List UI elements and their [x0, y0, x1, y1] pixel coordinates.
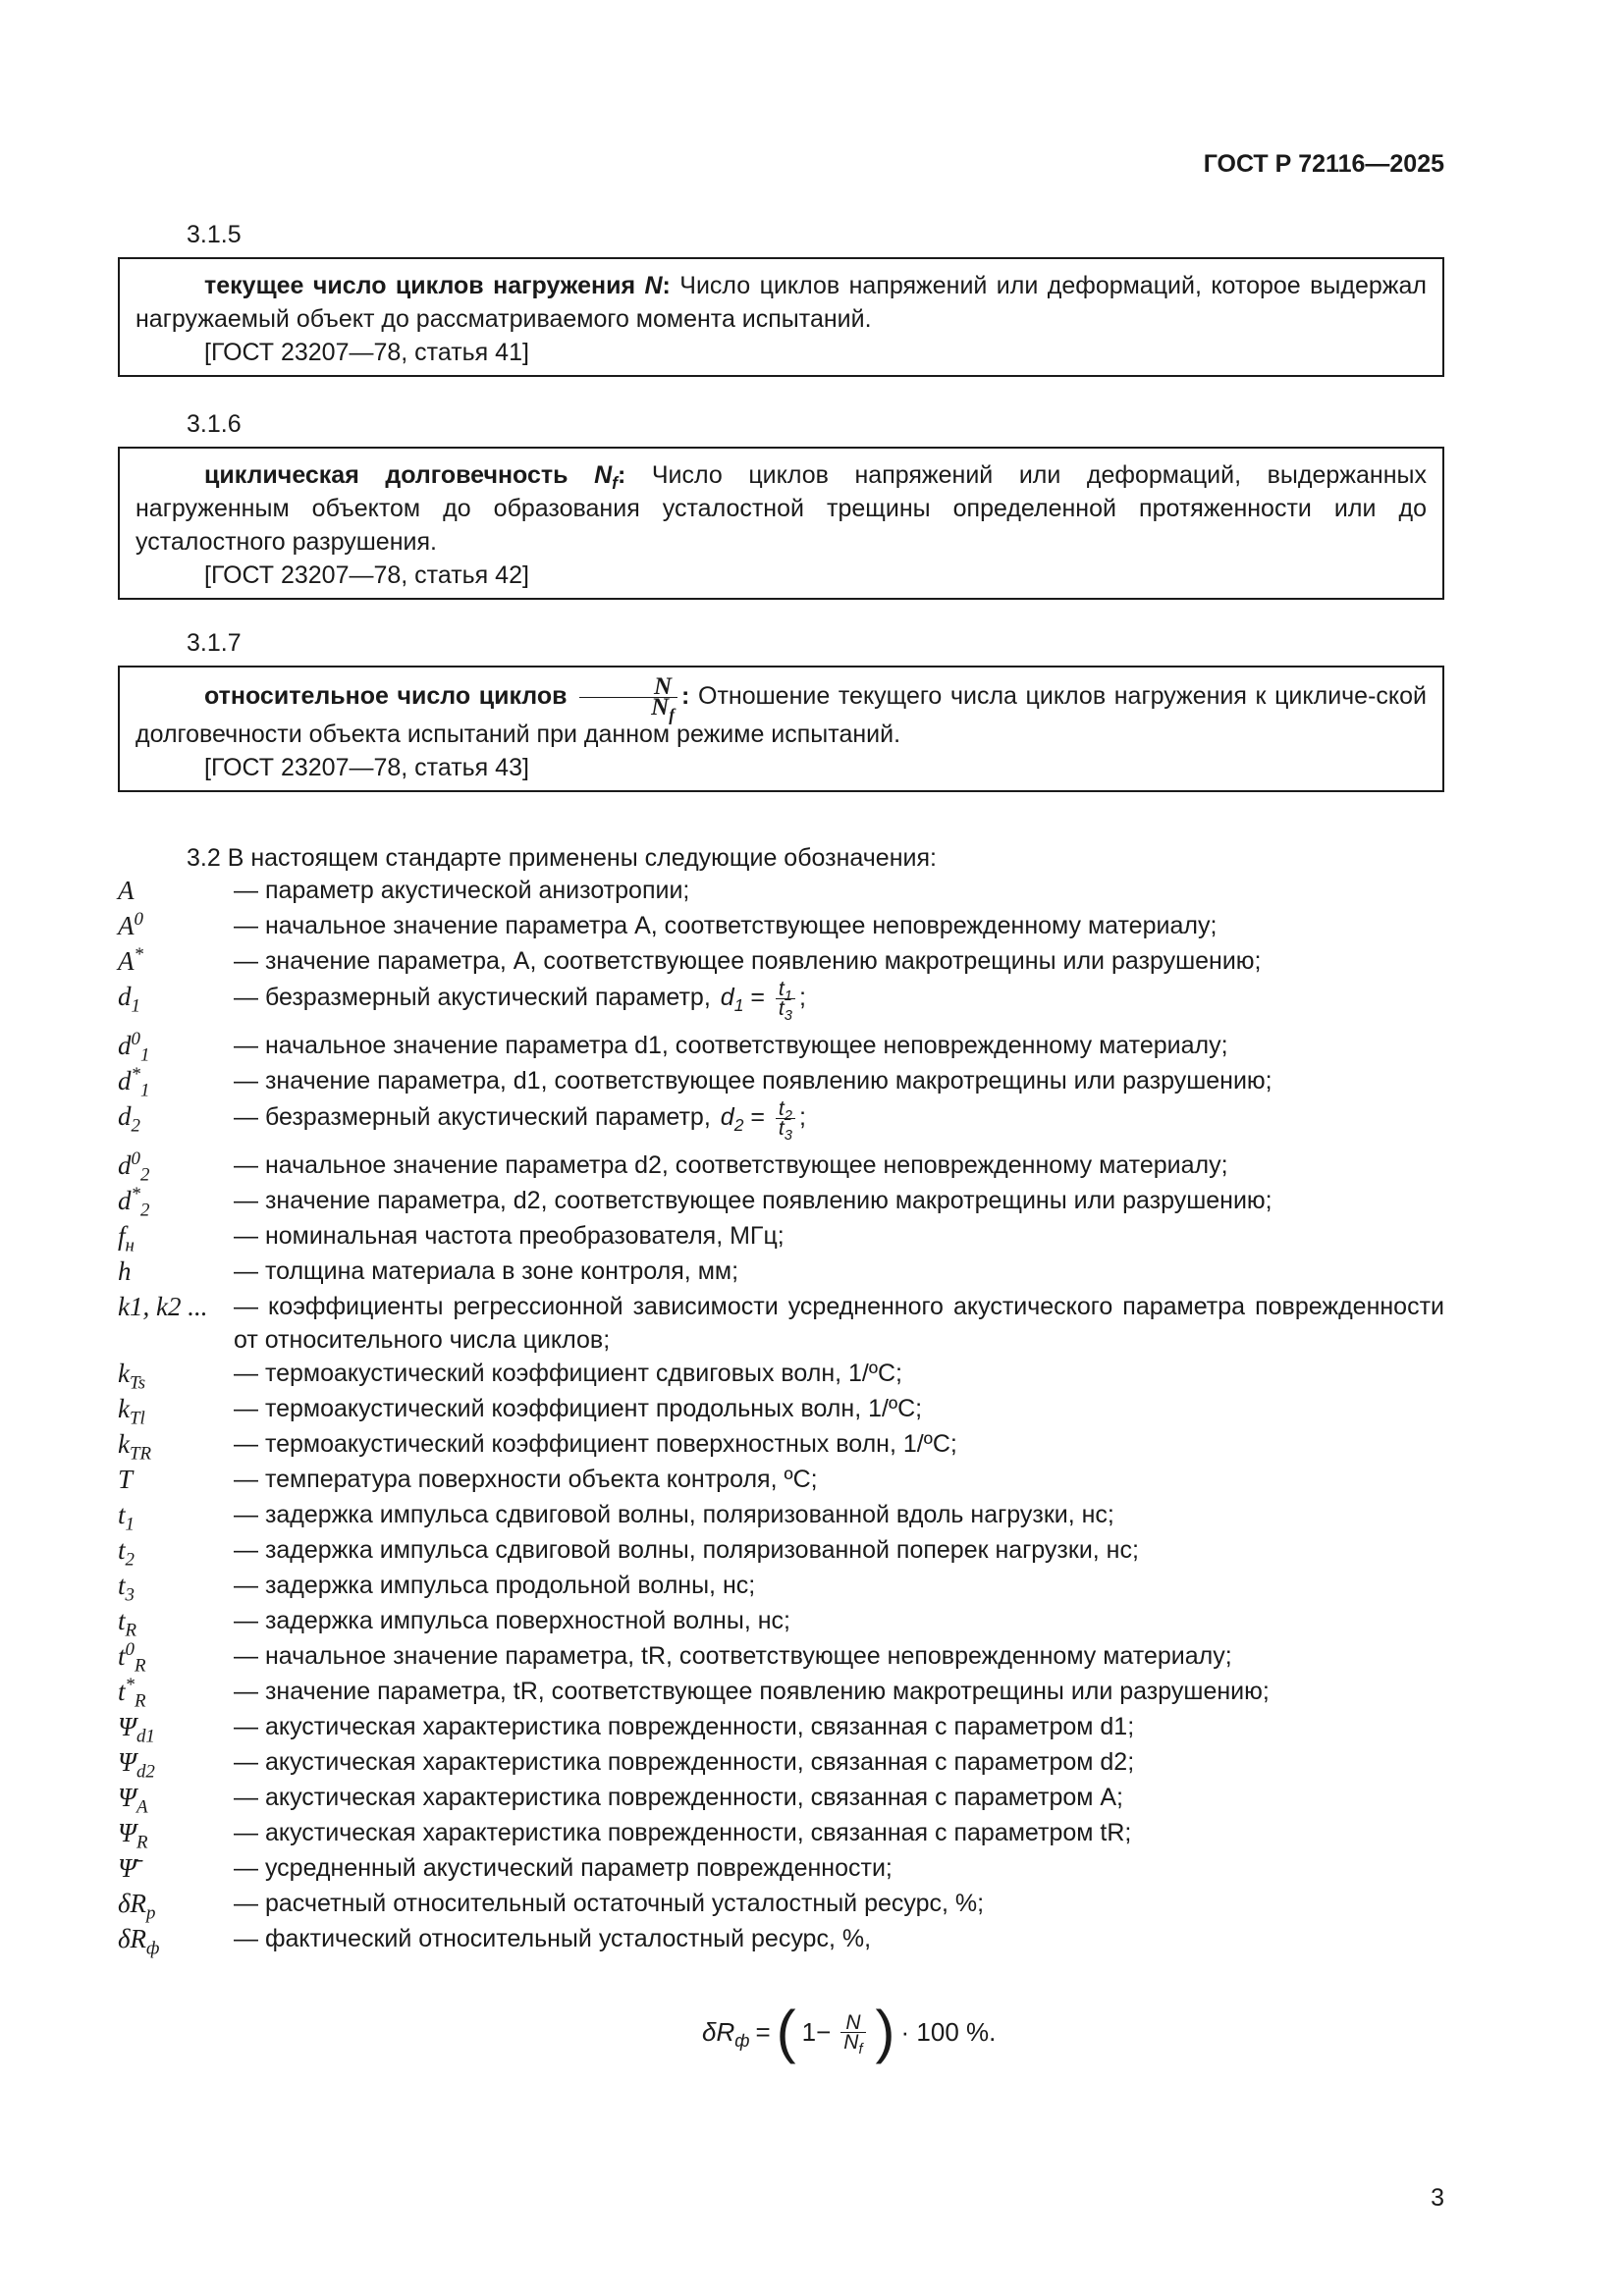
- symbol-row: [118, 1745, 1444, 1781]
- term-symbol-fraction: $\frac{N}{N_f}$: [579, 677, 677, 718]
- term-box-3-1-7: [118, 666, 1444, 792]
- symbol-definition: — начальное значение параметра A, соответствующее неповрежденному материалу;: [234, 912, 1218, 939]
- symbol-definition: — акустическая характеристика поврежденности, связанная с параметром d2;: [234, 1748, 1135, 1776]
- term-name: текущее число циклов нагружения: [204, 272, 636, 299]
- symbol-definition: — номинальная частота преобразователя, МГц;: [234, 1222, 785, 1250]
- symbol: $k_{Ts}$: [118, 1359, 146, 1394]
- symbol: $d^*_2$: [118, 1184, 150, 1221]
- symbol-row: [118, 1029, 1444, 1064]
- term-name: относительное число циклов: [204, 682, 568, 711]
- symbol-definition: — значение параметра, tR, соответствующее появлению макротрещины или разрушению;: [234, 1678, 1270, 1705]
- clause-number: 3.1.5: [187, 221, 242, 248]
- formula-lhs: $\delta R_ф$: [702, 2017, 750, 2052]
- symbol-row: [118, 944, 1444, 980]
- term-box-3-1-6: [118, 447, 1444, 600]
- term-symbol: N: [644, 272, 663, 299]
- symbol: $d^*_1$: [118, 1064, 150, 1101]
- symbol-row: [118, 1427, 1444, 1463]
- symbol-row: [118, 1922, 1444, 1957]
- symbol-row: [118, 1064, 1444, 1099]
- symbol-row: [118, 909, 1444, 944]
- symbol: T: [118, 1465, 134, 1494]
- symbol-definition: — начальное значение параметра, tR, соответствующее неповрежденному материалу;: [234, 1642, 1232, 1670]
- formula-fraction: $\frac{N}{N_f}$: [840, 2013, 865, 2052]
- symbol-row: [118, 1255, 1444, 1290]
- clause-number: 3.1.7: [187, 629, 242, 657]
- symbol-definition: — значение параметра, d2, соответствующее появлению макротрещины или разрушению;: [234, 1187, 1272, 1214]
- symbol-row: [118, 1219, 1444, 1255]
- term-definition: Число циклов напряжений или деформаций, выдержанных нагруженным объектом до образования усталостной трещины определенной протяженности или до усталостного разрушения.: [135, 461, 1427, 556]
- formula-one: 1−: [801, 2017, 832, 2047]
- clause-number: 3.1.6: [187, 410, 242, 438]
- symbol: $\Psi_A$: [118, 1783, 148, 1818]
- symbol: $t_3$: [118, 1571, 135, 1606]
- symbol-row: [118, 1781, 1444, 1816]
- symbol: $k_{TR}$: [118, 1429, 152, 1465]
- symbol: A: [118, 876, 135, 905]
- symbol-row: [118, 1498, 1444, 1533]
- symbol: $\delta R_р$: [118, 1889, 156, 1924]
- symbol: $A^0$: [118, 909, 143, 940]
- symbol-definition: — задержка импульса продольной волны, нс;: [234, 1572, 756, 1599]
- symbol-row: [118, 874, 1444, 909]
- symbol: $d^0_1$: [118, 1029, 150, 1066]
- symbols-list: [118, 874, 1444, 1957]
- symbol: $\delta R_ф$: [118, 1924, 160, 1959]
- term-box-3-1-5: [118, 257, 1444, 377]
- symbol-definition: — начальное значение параметра d2, соответствующее неповрежденному материалу;: [234, 1151, 1228, 1179]
- symbol: $\Psi_{d2}$: [118, 1747, 155, 1783]
- symbol-row: [118, 1392, 1444, 1427]
- symbol-definition: — толщина материала в зоне контроля, мм;: [234, 1257, 739, 1285]
- term-reference: [ГОСТ 23207—78, статья 42]: [204, 561, 529, 589]
- inline-formula: $d_2$ = $\frac{t_2}{t_3}$ ;: [720, 1097, 806, 1145]
- symbol-row: [118, 1675, 1444, 1710]
- symbol-definition: — расчетный относительный остаточный усталостный ресурс, %;: [234, 1890, 985, 1917]
- document-id: ГОСТ Р 72116—2025: [1203, 150, 1444, 178]
- symbol-definition: — фактический относительный усталостный ресурс, %,: [234, 1925, 872, 1952]
- symbol-definition: — акустическая характеристика поврежденности, связанная с параметром A;: [234, 1784, 1124, 1811]
- symbol: $d^0_2$: [118, 1148, 150, 1186]
- symbol: $t^0_R$: [118, 1639, 146, 1677]
- symbol-row: [118, 1148, 1444, 1184]
- term-symbol: $N_f$: [594, 461, 618, 493]
- symbol-definition: — безразмерный акустический параметр, $d_2$ = $\frac{t_2}{t_3}$ ;: [234, 1097, 806, 1145]
- symbol: $k_{Tl}$: [118, 1394, 145, 1429]
- symbol-definition: — температура поверхности объекта контроля, ºC;: [234, 1466, 818, 1493]
- symbol: A*: [118, 944, 143, 976]
- symbol: $\Psi_R$: [118, 1818, 148, 1853]
- symbol: Ψ̄: [118, 1853, 136, 1883]
- formula-tail: · 100 %.: [900, 2017, 997, 2047]
- term-paragraph: циклическая долговечность $N_f$: Число циклов напряжений или деформаций, выдержанных нагруженным объектом до образования усталостной трещины определенной протяженности или до усталостного разрушения.: [135, 461, 1427, 556]
- symbol-definition: — параметр акустической анизотропии;: [234, 877, 690, 904]
- page-number: 3: [1431, 2184, 1444, 2212]
- symbol-row: [118, 1604, 1444, 1639]
- symbol-definition: — задержка импульса сдвиговой волны, поляризованной вдоль нагрузки, нс;: [234, 1501, 1114, 1528]
- term-reference: [ГОСТ 23207—78, статья 41]: [204, 339, 529, 366]
- fatigue-resource-formula: $\delta R_ф$ = ( 1− $\frac{N}{N_f}$ ) · 100 %.: [702, 1999, 997, 2064]
- symbol-definition: — задержка импульса поверхностной волны, нс;: [234, 1607, 790, 1634]
- symbol: $\Psi_{d1}$: [118, 1712, 155, 1747]
- symbol-row: [118, 1184, 1444, 1219]
- symbol: $t_R$: [118, 1606, 137, 1641]
- inline-formula: $d_1$ = $\frac{t_1}{t_3}$ ;: [720, 978, 806, 1025]
- symbol-definition: — акустическая характеристика поврежденности, связанная с параметром d1;: [234, 1713, 1135, 1740]
- symbol-definition: — безразмерный акустический параметр, $d_1$ = $\frac{t_1}{t_3}$ ;: [234, 978, 806, 1025]
- symbol-row: [118, 1290, 1444, 1357]
- term-paragraph: относительное число циклов $\frac{N}{N_f}$ : Отношение текущего числа циклов нагружения к цикличе-ской долговечности объекта испытаний при данном режиме испытаний.: [135, 673, 1427, 748]
- symbol-definition: — термоакустический коэффициент сдвиговых волн, 1/ºC;: [234, 1360, 903, 1387]
- symbol-definition: — термоакустический коэффициент продольных волн, 1/ºC;: [234, 1395, 923, 1422]
- symbol-definition: — значение параметра, A, соответствующее появлению макротрещины или разрушению;: [234, 947, 1262, 975]
- term-paragraph: текущее число циклов нагружения N: Число циклов напряжений или деформаций, которое выдержал нагружаемый объект до рассматриваемого момента испытаний.: [135, 272, 1427, 333]
- symbol-row: [118, 1816, 1444, 1851]
- symbol-row: [118, 1639, 1444, 1675]
- term-reference: [ГОСТ 23207—78, статья 43]: [204, 754, 529, 781]
- symbol-row: [118, 1533, 1444, 1569]
- symbol-row: [118, 1099, 1444, 1148]
- symbol: $t^*_R$: [118, 1675, 146, 1712]
- symbol-row: [118, 980, 1444, 1029]
- symbol-row: [118, 1357, 1444, 1392]
- symbol-definition: — задержка импульса сдвиговой волны, поляризованной поперек нагрузки, нс;: [234, 1536, 1139, 1564]
- symbol: k1, k2 ...: [118, 1292, 208, 1321]
- symbol-row: [118, 1463, 1444, 1498]
- symbol-definition: — усредненный акустический параметр поврежденности;: [234, 1854, 893, 1882]
- symbol-definition: — акустическая характеристика поврежденности, связанная с параметром tR;: [234, 1819, 1132, 1846]
- term-name: циклическая долговечность: [204, 461, 568, 489]
- symbol: $f_н$: [118, 1221, 135, 1256]
- term-definition: Отношение текущего числа циклов нагружения к цикличе-ской долговечности объекта испытаний при данном режиме испытаний.: [135, 682, 1427, 748]
- symbol-row: [118, 1569, 1444, 1604]
- symbol-row: [118, 1851, 1444, 1887]
- symbol: $d_1$: [118, 982, 140, 1017]
- symbol-definition: — коэффициенты регрессионной зависимости усредненного акустического параметра поврежденности от относительного числа циклов;: [234, 1293, 1444, 1354]
- symbol: $d_2$: [118, 1101, 140, 1137]
- symbol-definition: — термоакустический коэффициент поверхностных волн, 1/ºC;: [234, 1430, 957, 1458]
- symbol-definition: — значение параметра, d1, соответствующее появлению макротрещины или разрушению;: [234, 1067, 1272, 1095]
- symbol: h: [118, 1256, 132, 1286]
- symbol-row: [118, 1887, 1444, 1922]
- symbol: $t_2$: [118, 1535, 135, 1571]
- symbol: $t_1$: [118, 1500, 135, 1535]
- symbol-row: [118, 1710, 1444, 1745]
- symbol-definition: — начальное значение параметра d1, соответствующее неповрежденному материалу;: [234, 1032, 1228, 1059]
- symbols-intro: 3.2 В настоящем стандарте применены следующие обозначения:: [187, 844, 937, 872]
- term-definition: Число циклов напряжений или деформаций, которое выдержал нагружаемый объект до рассматриваемого момента испытаний.: [135, 272, 1427, 333]
